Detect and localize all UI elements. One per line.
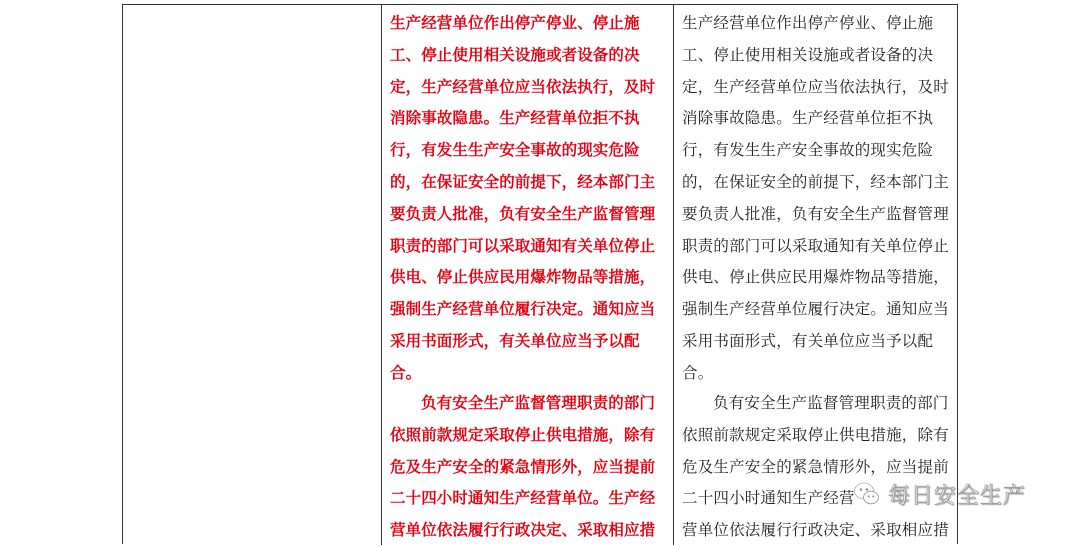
text-line: 工、停止使用相关设施或者设备的决 [682,45,934,64]
text-line: 负有安全生产监督管理职责的部门 [421,394,656,412]
text-line: 消除事故隐患。生产经营单位拒不执 [390,109,640,128]
text-line: 强制生产经营单位履行决定。通知应当 [682,300,949,319]
right-paragraph-2 [682,388,952,547]
text-line: 要负责人批准，负有安全生产监督管理 [682,204,949,223]
text-line: 职责的部门可以采取通知有关单位停止 [390,236,656,255]
text-line: 危及生产安全的紧急情形外，应当提前 [390,457,656,476]
text-line: 二十四小时通知生产经营 [682,489,855,508]
text-line: 的，在保证安全的前提下，经本部门主 [682,172,949,191]
text-line: 营单位依法履行行政决定、采取相应措 [390,521,656,540]
text-line: 合。 [682,363,714,382]
middle-paragraph-2 [390,388,667,547]
text-line: 定，生产经营单位应当依法执行，及时 [682,77,949,96]
document-table [122,4,958,544]
middle-column-cell [382,5,674,545]
text-line: 负有安全生产监督管理职责的部门 [713,394,949,412]
text-line: 强制生产经营单位履行决定。通知应当 [390,300,656,319]
watermark [852,476,1026,512]
text-line: 行，有发生生产安全事故的现实危险 [390,141,640,160]
text-line: 采用书面形式，有关单位应当予以配 [682,331,934,350]
text-line: 依照前款规定采取停止供电措施，除有 [390,425,656,444]
text-line: 职责的部门可以采取通知有关单位停止 [682,236,949,255]
text-line: 生产经营单位作出停产停业、停止施 [390,14,640,32]
right-column-cell [674,5,958,545]
text-line: 二十四小时通知生产经营单位。生产经 [390,489,656,508]
text-line: 采用书面形式，有关单位应当予以配 [390,331,640,350]
text-line: 营单位依法履行行政决定、采取相应措 [682,521,949,540]
text-line: 依照前款规定采取停止供电措施，除有 [682,425,949,444]
text-line: 的，在保证安全的前提下，经本部门主 [390,172,656,191]
text-line: 危及生产安全的紧急情形外，应当提前 [682,457,949,476]
text-line: 行，有发生生产安全事故的现实危险 [682,141,934,160]
text-line: 供电、停止供应民用爆炸物品等措施， [390,268,656,287]
text-line: 工、停止使用相关设施或者设备的决 [390,45,640,64]
text-line: 生产经营单位作出停产停业、停止施 [682,14,934,32]
watermark-text: 每日安全生产 [888,483,1027,509]
text-line: 供电、停止供应民用爆炸物品等措施， [682,268,949,287]
right-paragraph-1 [682,8,952,390]
middle-paragraph-1 [390,8,667,390]
wechat-icon [852,479,882,509]
text-line: 要负责人批准，负有安全生产监督管理 [390,204,656,223]
text-line: 消除事故隐患。生产经营单位拒不执 [682,109,934,128]
left-column-cell [123,5,382,545]
text-line: 合。 [390,363,422,382]
text-line: 定，生产经营单位应当依法执行，及时 [390,77,656,96]
